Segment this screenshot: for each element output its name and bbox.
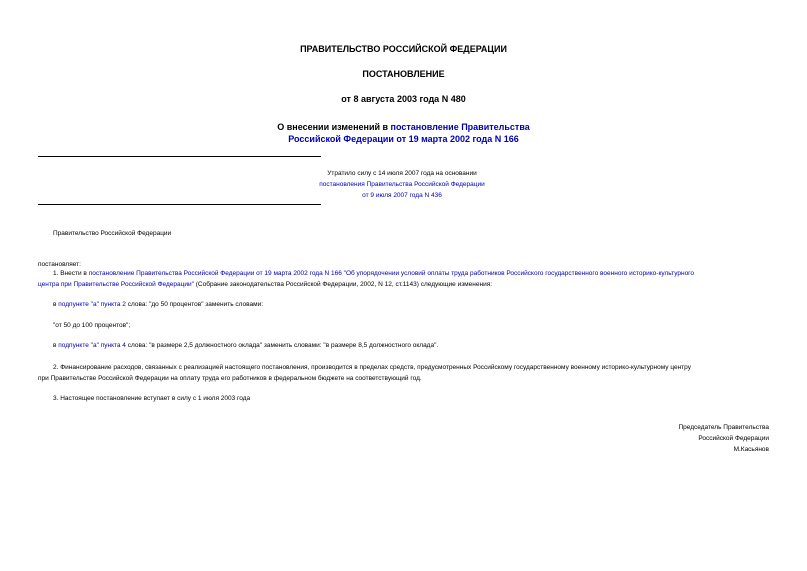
repeal-note-link-1[interactable]: постановления Правительства Российской Федерации [319,181,485,188]
signature-position: Председатель Правительства [678,424,769,431]
paragraph-2-line-1: 2. Финансирование расходов, связанных с реализацией настоящего постановления, производится в пределах средств, предусмотренных Российскому государственному военному историко-культурному центру [53,364,691,371]
government-line: Правительство Российской Федерации [53,230,172,237]
repeal-note-text: Утратило силу с 14 июля 2007 года на основании [327,170,477,177]
signature-name: М.Касьянов [733,446,769,453]
amendment-2-subitem-link[interactable]: подпункте "а" [58,342,99,349]
signature-block [678,422,769,455]
header-government: ПРАВИТЕЛЬСТВО РОССИЙСКОЙ ФЕДЕРАЦИИ [300,44,507,54]
paragraph-3: 3. Настоящее постановление вступает в силу с 1 июля 2003 года [53,395,251,402]
divider-top [38,156,321,157]
title-link-1[interactable]: постановление Правительства [390,122,530,132]
amendment-1-item-link[interactable]: пункта 2 [100,301,126,308]
repeal-note-link-2[interactable]: от 9 июля 2007 года N 436 [362,192,442,199]
amendment-2: в подпункте "а" пункта 4 слова: "в размере 2,5 должностного оклада" заменить словами: "в размере 8,5 должностного оклада". [53,342,439,349]
header-doc-type: ПОСТАНОВЛЕНИЕ [362,69,445,79]
amendment-1-subitem-link[interactable]: подпункте "а" [58,301,99,308]
paragraph-1-link[interactable]: постановление Правительства Российской Федерации от 19 марта 2002 года N 166 "Об упорядочении условий оплаты труда работников Российского государственного военного историко-культурного [88,270,695,277]
repeal-note [242,168,562,201]
title-prefix: О внесении изменений в [277,122,391,132]
document-title [0,121,807,145]
paragraph-1-line-2: центра при Правительстве Российской Федерации" (Собрание законодательства Российской Федерации, 2002, N 12, ст.1143) следующие изменения: [38,281,493,288]
header-date-number: от 8 августа 2003 года N 480 [341,94,466,104]
paragraph-1-line-1: 1. Внести в постановление Правительства Российской Федерации от 19 марта 2002 года N 166 "Об упорядочении условий оплаты труда работников Российского государственного военного историко-культурного [53,270,695,277]
decides-line: постановляет: [38,261,81,268]
amendment-2-item-link[interactable]: пункта 4 [100,342,126,349]
signature-organization: Российской Федерации [698,435,769,442]
amendment-1: в подпункте "а" пункта 2 слова: "до 50 процентов" заменить словами: [53,301,264,308]
title-link-2[interactable]: Российской Федерации от 19 марта 2002 года N 166 [288,134,519,144]
paragraph-1-link-cont[interactable]: центра при Правительстве Российской Федерации" [38,281,194,288]
divider-bottom [38,204,321,205]
paragraph-2-line-2: при Правительстве Российской Федерации на оплату труда его работников в федеральном бюджете на соответствующий год. [38,375,422,382]
amendment-1-quote: "от 50 до 100 процентов"; [53,322,131,329]
